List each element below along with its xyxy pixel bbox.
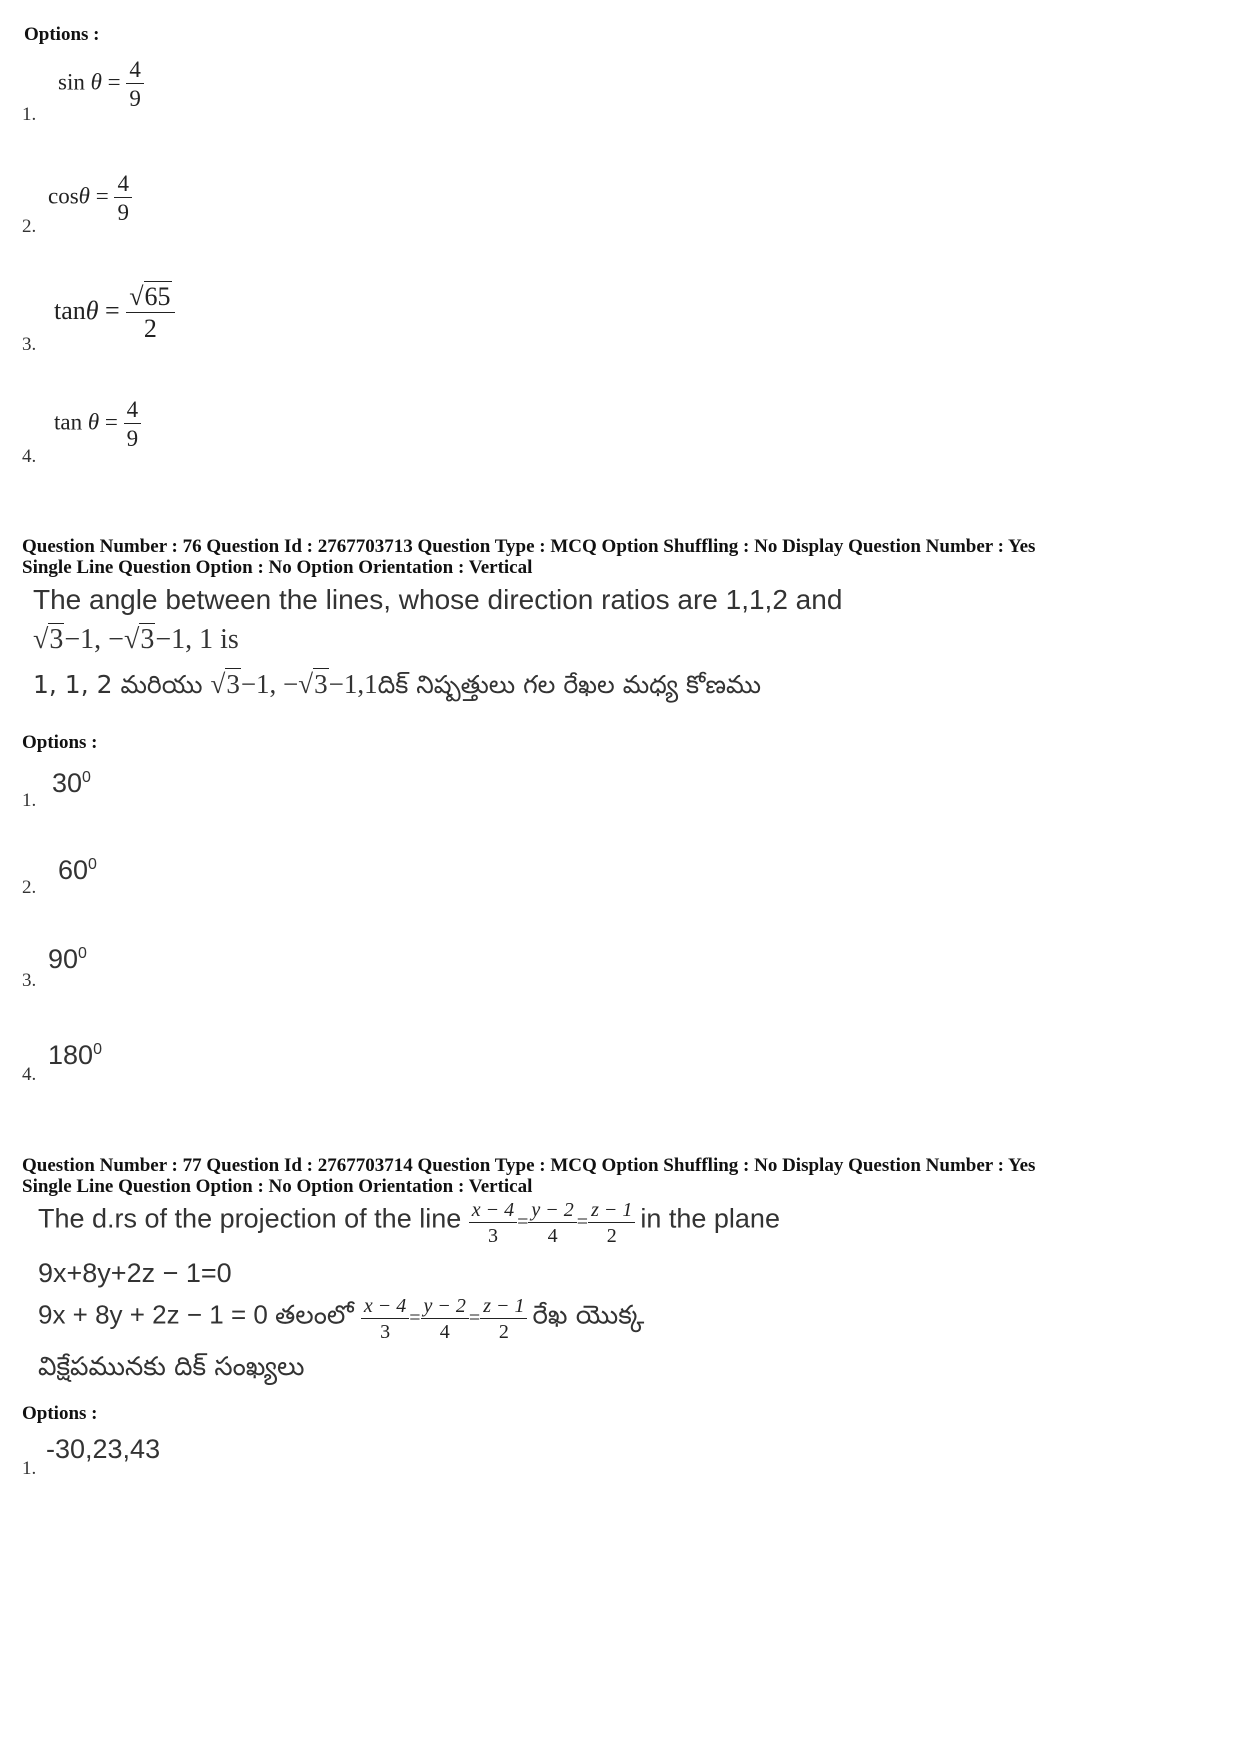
options-heading: Options : [24,24,100,45]
fraction: $\frac{z - 1}{2}$ [480,1296,527,1342]
option-number: 4. [22,446,37,467]
option-number: 3. [22,334,37,355]
fraction: $\frac{x - 4}{3}$ [469,1200,517,1246]
option-number: 2. [22,216,37,237]
option-4[interactable] [22,1040,322,1086]
fraction: $\frac{4}{9}$ [124,398,142,450]
fraction: $\frac{x - 4}{3}$ [361,1296,409,1342]
option-1[interactable] [22,58,422,128]
question-text-telugu-2: విక్షేపమునకు దిక్ సంఖ్యలు [38,1352,305,1382]
question-text: The d.rs of the projection of the line $\frac{x - 4}{3}$ = $\frac{y - 2}{4}$ = $\frac{z - 1}{2}$ in the plane [38,1199,780,1247]
option-value: $180^0$ [48,1040,102,1070]
options-heading: Options : [22,732,98,753]
fraction: $\frac{4}{9}$ [126,58,144,110]
option-number: 1. [22,1458,37,1479]
option-value: $60^0$ [58,855,97,885]
question-meta: Question Number : 76 Question Id : 2767703713 Question Type : MCQ Option Shuffling : No Display Question Number : Yes Single Line Question Option : No Option Orientation : Vertical [22,536,1036,578]
question-meta: Question Number : 77 Question Id : 2767703714 Question Type : MCQ Option Shuffling : No Display Question Number : Yes Single Line Question Option : No Option Orientation : Vertical [22,1155,1036,1197]
option-number: 1. [22,104,37,125]
option-value: -30,23,43 [46,1434,161,1464]
option-1[interactable] [22,768,322,812]
option-number: 3. [22,970,37,991]
option-value: $90^0$ [48,944,87,974]
options-heading: Options : [22,1403,98,1424]
option-2[interactable] [22,855,322,899]
option-1[interactable] [22,1434,322,1480]
question-text: The angle between the lines, whose direction ratios are 1,1,2 and √3−1, −√3−1, 1 is 1, 1, 2 మరియు √3−1, −√3−1,1దిక్ నిష్పత్తులు గల రేఖల మధ్య కోణము [33,584,843,699]
question-text-telugu: 9x + 8y + 2z − 1 = 0 తలంలో $\frac{x - 4}{3}$ = $\frac{y - 2}{4}$ = $\frac{z - 1}{2}$ రేఖ యొక్క [38,1295,645,1343]
fraction: $\frac{4}{9}$ [114,172,132,224]
option-number: 2. [22,877,37,898]
option-value: $30^0$ [52,768,91,798]
option-expression: cosθ = $\frac{4}{9}$ [48,172,132,224]
option-3[interactable] [22,284,422,364]
option-3[interactable] [22,944,322,990]
option-number: 4. [22,1064,37,1085]
option-expression: tanθ = $\frac{√65}{2}$ [54,284,175,342]
fraction: $\frac{√65}{2}$ [126,284,174,342]
fraction: $\frac{z - 1}{2}$ [588,1200,635,1246]
fraction: $\frac{y - 2}{4}$ [421,1296,469,1342]
option-expression: tan θ = $\frac{4}{9}$ [54,398,141,450]
option-4[interactable] [22,398,422,468]
fraction: $\frac{y - 2}{4}$ [528,1200,576,1246]
option-number: 1. [22,790,37,811]
option-2[interactable] [22,172,422,242]
plane-equation: 9x+8y+2z − 1=0 [38,1258,232,1288]
option-expression: sin θ = $\frac{4}{9}$ [58,58,144,110]
